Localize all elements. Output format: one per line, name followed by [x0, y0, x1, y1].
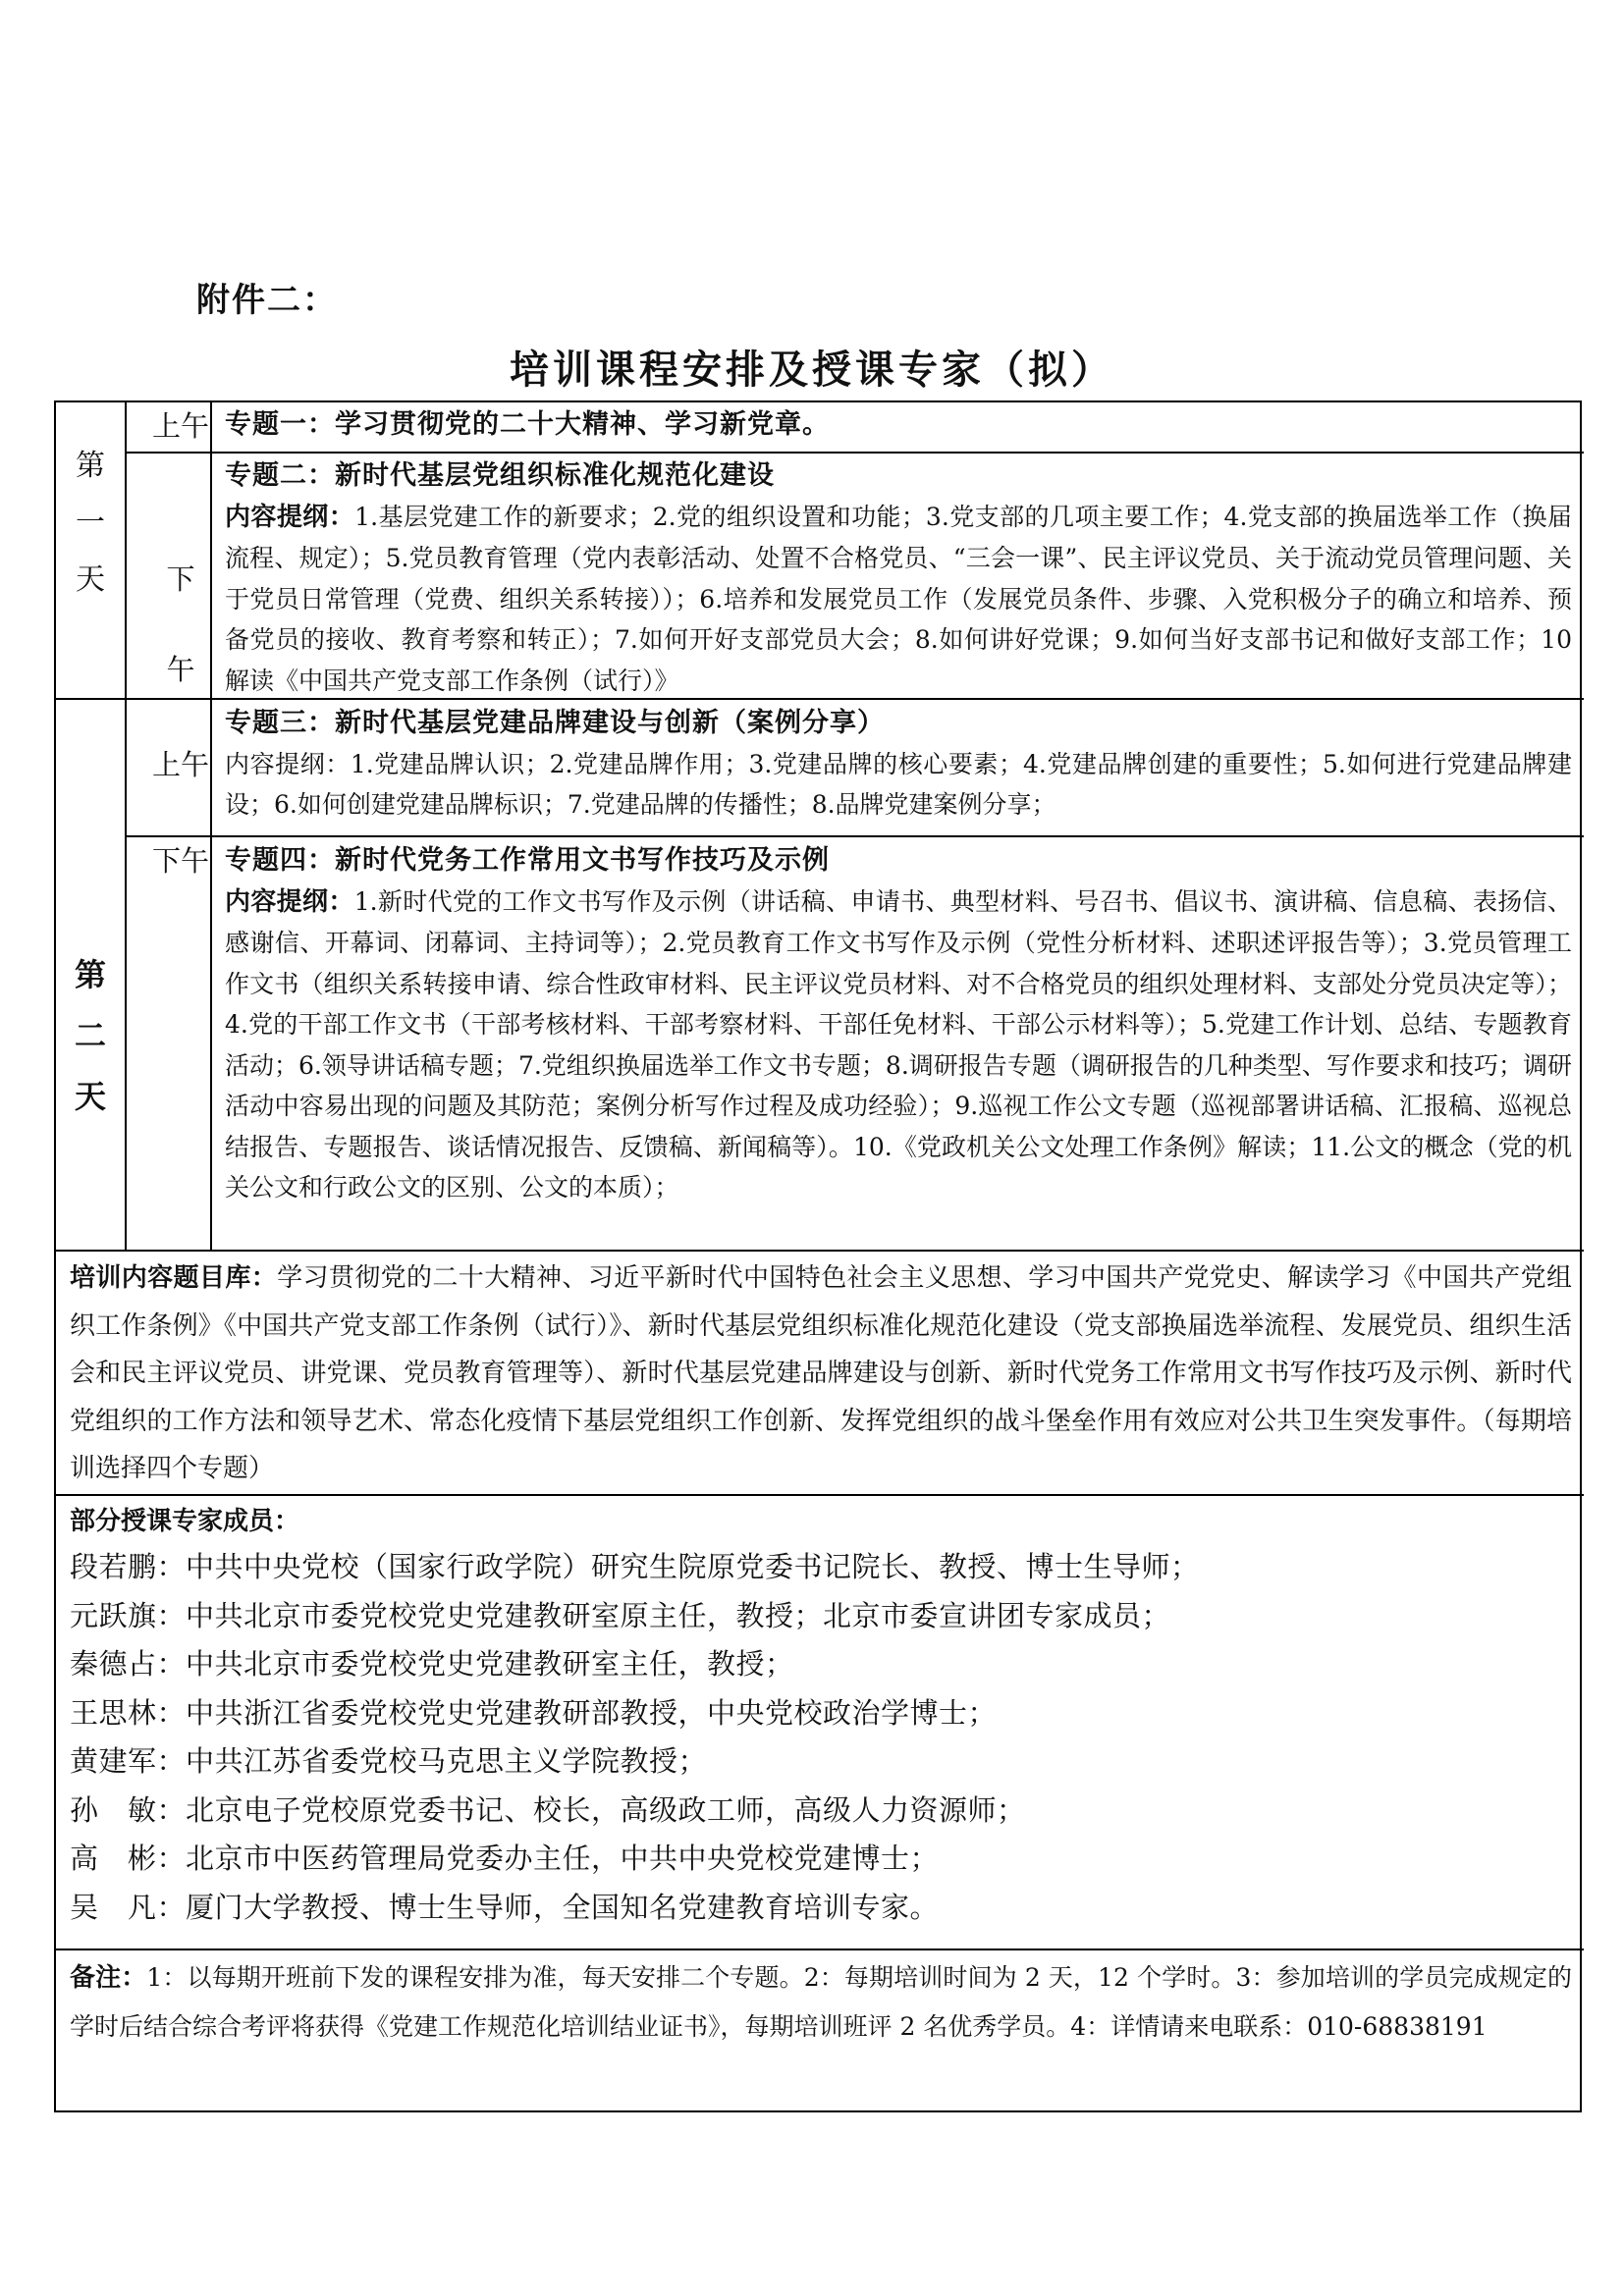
expert-item: 段若鹏：中共中央党校（国家行政学院）研究生院原党委书记院长、教授、博士生导师；	[70, 1550, 1200, 1583]
day1-afternoon-label-char: 下	[166, 562, 195, 596]
rule-experts-bottom	[56, 1949, 1584, 1950]
day1-label-char: 一	[76, 506, 105, 540]
day2-label-char: 第	[74, 956, 106, 993]
rule-day1-morning-bottom	[125, 452, 1584, 454]
day2-afternoon-topic: 专题四：新时代党务工作常用文书写作技巧及示例	[225, 845, 830, 876]
day2-label-char: 二	[74, 1017, 106, 1054]
day2-label	[56, 944, 125, 1127]
day2-afternoon-content	[225, 840, 1572, 1208]
rule-day-column	[125, 402, 127, 1250]
expert-item: 元跃旗：中共北京市委党校党史党建教研室原主任，教授；北京市委宣讲团专家成员；	[70, 1598, 1171, 1632]
topic-library-text: 学习贯彻党的二十大精神、习近平新时代中国特色社会主义思想、学习中国共产党党史、解读学习《中国共产党组织工作条例》《中国共产党支部工作条例（试行）》、新时代基层党组织标准化规范化建设（党支部换届选举流程、发展党员、组织生活会和民主评议党员、讲党课、党员教育管理等）、新时代基层党建品牌建设与创新、新时代党务工作常用文书写作技巧及示例、新时代党组织的工作方法和领导艺术、常态化疫情下基层党组织工作创新、发挥党组织的战斗堡垒作用有效应对公共卫生突发事件。（每期培训选择四个专题）	[70, 1263, 1572, 1483]
rule-session-column	[210, 402, 212, 1250]
expert-item: 黄建军：中共江苏省委党校马克思主义学院教授；	[70, 1744, 708, 1778]
experts-section	[70, 1500, 1572, 1932]
rule-day2-morning-bottom	[125, 835, 1584, 837]
day2-morning-topic: 专题三：新时代基层党建品牌建设与创新（案例分享）	[225, 708, 885, 738]
topic-library-label: 培训内容题目库：	[70, 1263, 278, 1293]
day1-afternoon-outline	[225, 497, 1572, 702]
note-text: 1：以每期开班前下发的课程安排为准，每天安排二个专题。2：每期培训时间为 2 天，12 个学时。3：参加培训的学员完成规定的学时后结合综合考评将获得《党建工作规范化培训结业证书》，每期培训班评 2 名优秀学员。4：详情请来电联系：010-68838191	[70, 1963, 1572, 2041]
day1-afternoon-topic: 专题二：新时代基层党组织标准化规范化建设	[225, 460, 775, 491]
day2-afternoon-label: 下午	[151, 844, 209, 878]
expert-item: 王思林：中共浙江省委党校党史党建教研部教授，中央党校政治学博士；	[70, 1695, 998, 1730]
experts-heading: 部分授课专家成员：	[70, 1507, 300, 1536]
outline-text: 1.新时代党的工作文书写作及示例（讲话稿、申请书、典型材料、号召书、倡议书、演讲稿、信息稿、表扬信、感谢信、开幕词、闭幕词、主持词等）；2.党员教育工作文书写作及示例（党性分析材料、述职述评报告等）；3.党员管理工作文书（组织关系转接申请、综合性政审材料、民主评议党员材料、对不合格党员的组织处理材料、支部处分党员决定等）；4.党的干部工作文书（干部考核材料、干部考察材料、干部任免材料、干部公示材料等）；5.党建工作计划、总结、专题教育活动；6.领导讲话稿专题；7.党组织换届选举工作文书专题；8.调研报告专题（调研报告的几种类型、写作要求和技巧；调研活动中容易出现的问题及其防范；案例分析写作过程及成功经验）；9.巡视工作公文专题（巡视部署讲话稿、汇报稿、巡视总结报告、专题报告、谈话情况报告、反馈稿、新闻稿等）。10.《党政机关公文处理工作条例》解读；11.公文的概念（党的机关公文和行政公文的区别、公文的本质）；	[225, 886, 1572, 1201]
day2-label-char: 天	[74, 1078, 106, 1115]
day2-morning-label: 上午	[151, 748, 209, 781]
day2-morning-outline	[225, 744, 1572, 826]
note-section	[70, 1953, 1572, 2051]
expert-item: 吴 凡：厦门大学教授、博士生导师，全国知名党建教育培训专家。	[70, 1890, 940, 1924]
outline-text: 1.党建品牌认识；2.党建品牌作用；3.党建品牌的核心要素；4.党建品牌创建的重要性；5.如何进行党建品牌建设；6.如何创建党建品牌标识；7.党建品牌的传播性；8.品牌党建案例分享；	[225, 749, 1572, 819]
expert-item: 孙 敏：北京电子党校原党委书记、校长，高级政工师，高级人力资源师；	[70, 1792, 1026, 1827]
day1-label-char: 第	[76, 449, 105, 483]
day1-morning-label: 上午	[151, 409, 209, 443]
schedule-table	[54, 400, 1582, 2112]
expert-item: 高 彬：北京市中医药管理局党委办主任，中共中央党校党建博士；	[70, 1842, 940, 1875]
outline-label: 内容提纲：	[225, 502, 355, 532]
outline-text: 1.基层党建工作的新要求；2.党的组织设置和功能；3.党支部的几项主要工作；4.党支部的换届选举工作（换届流程、规定）；5.党员教育管理（党内表彰活动、处置不合格党员、“三会一课”、民主评议党员、关于流动党员管理问题、关于党员日常管理（党费、组织关系转接））；6.培养和发展党员工作（发展党员条件、步骤、入党积极分子的确立和培养、预备党员的接收、教育考察和转正）；7.如何开好支部党员大会；8.如何讲好党课；9.如何当好支部书记和做好支部工作；10 解读《中国共产党支部工作条例（试行）》	[225, 502, 1572, 695]
rule-library-bottom	[56, 1494, 1584, 1496]
day1-afternoon-content	[225, 455, 1572, 701]
attachment-label: 附件二：	[196, 281, 338, 320]
day2-morning-content	[225, 703, 1572, 826]
outline-label: 内容提纲：	[225, 749, 351, 778]
day2-afternoon-outline	[225, 881, 1572, 1208]
expert-item: 秦德占：中共北京市委党校党史党建教研室主任，教授；	[70, 1647, 794, 1681]
note-label: 备注：	[70, 1963, 147, 1993]
topic-library	[70, 1255, 1572, 1493]
outline-label: 内容提纲：	[225, 886, 354, 917]
day1-label-char: 天	[76, 562, 105, 597]
day1-morning-topic: 专题一：学习贯彻党的二十大精神、学习新党章。	[225, 409, 830, 440]
day1-morning-content	[225, 404, 1568, 446]
rule-day2-bottom	[56, 1250, 1584, 1252]
day1-afternoon-label-char: 午	[166, 653, 195, 686]
page-title: 培训课程安排及授课专家（拟）	[510, 347, 1114, 393]
